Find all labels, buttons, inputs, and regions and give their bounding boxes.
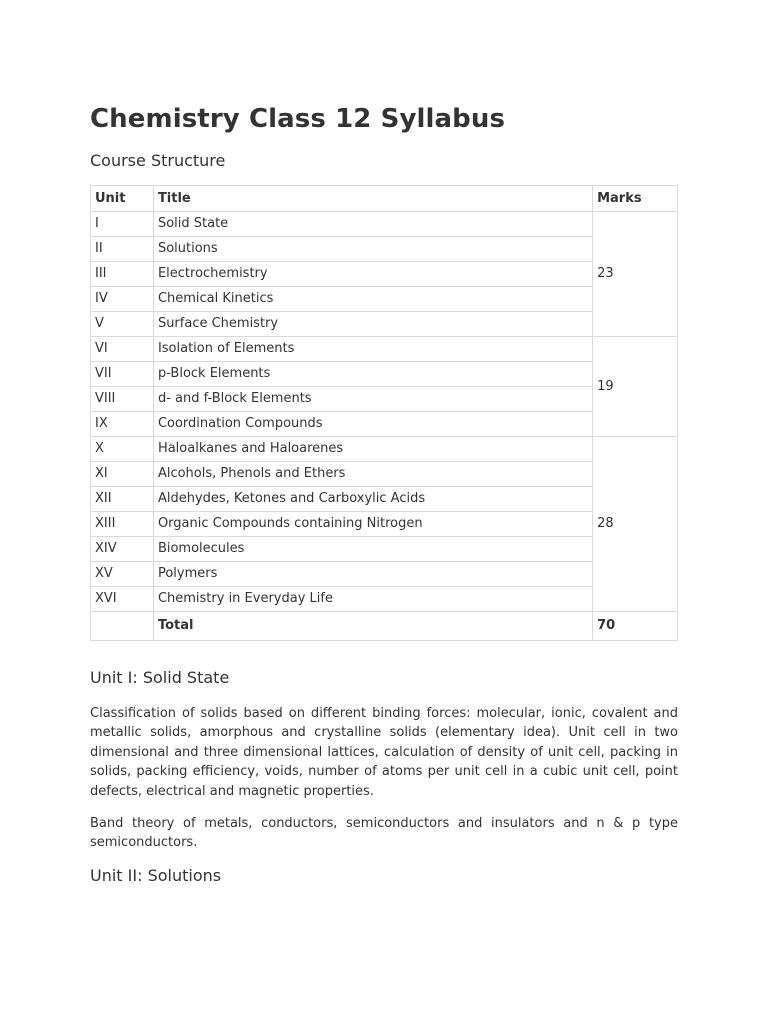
title-cell: Surface Chemistry [153, 312, 592, 337]
total-label: Total [153, 612, 592, 641]
unit-1-paragraph-1: Classification of solids based on different binding forces: molecular, ionic, covalent and metallic solids, amorphous and crystalline solids (elementary idea). Unit cell in two dimensional and three dimensional lattices, calculation of density of unit cell, packing in solids, packing efficiency, voids, number of atoms per unit cell in a cubic unit cell, point defects, electrical and magnetic properties. [90, 706, 678, 799]
unit-cell: XVI [91, 587, 154, 612]
table-row [91, 287, 678, 312]
title-cell: Biomolecules [153, 537, 592, 562]
unit-cell: X [91, 437, 154, 462]
table-row [91, 237, 678, 262]
total-row [91, 612, 678, 641]
title-cell: Solid State [153, 212, 592, 237]
table-row [91, 312, 678, 337]
table-row [91, 512, 678, 537]
title-cell: Alcohols, Phenols and Ethers [153, 462, 592, 487]
unit-2-heading: Unit II: Solutions [90, 866, 222, 885]
unit-cell: II [91, 237, 154, 262]
title-cell: Aldehydes, Ketones and Carboxylic Acids [153, 487, 592, 512]
header-marks: Marks [593, 186, 678, 212]
title-cell: Chemical Kinetics [153, 287, 592, 312]
unit-cell: VII [91, 362, 154, 387]
marks-cell-group-3: 28 [593, 437, 678, 612]
unit-cell: XV [91, 562, 154, 587]
title-cell: Haloalkanes and Haloarenes [153, 437, 592, 462]
total-unit-cell [91, 612, 154, 641]
title-cell: Solutions [153, 237, 592, 262]
header-unit: Unit [91, 186, 154, 212]
title-cell: Chemistry in Everyday Life [153, 587, 592, 612]
header-title: Title [153, 186, 592, 212]
unit-cell: IX [91, 412, 154, 437]
table-row [91, 362, 678, 387]
total-marks: 70 [593, 612, 678, 641]
page-title: Chemistry Class 12 Syllabus [90, 104, 506, 134]
unit-cell: IV [91, 287, 154, 312]
unit-cell: V [91, 312, 154, 337]
title-cell: Electrochemistry [153, 262, 592, 287]
table-row [91, 387, 678, 412]
table-row [91, 462, 678, 487]
unit-cell: XI [91, 462, 154, 487]
unit-1-heading: Unit I: Solid State [90, 668, 230, 687]
table-row [91, 437, 678, 462]
table-row [91, 587, 678, 612]
unit-cell: XII [91, 487, 154, 512]
unit-cell: VI [91, 337, 154, 362]
course-structure-heading: Course Structure [90, 151, 226, 170]
unit-1-paragraph-2: Band theory of metals, conductors, semiconductors and insulators and n & p type semiconductors. [90, 816, 678, 851]
table-row [91, 537, 678, 562]
title-cell: Organic Compounds containing Nitrogen [153, 512, 592, 537]
syllabus-table [90, 185, 678, 641]
table-row [91, 562, 678, 587]
title-cell: Polymers [153, 562, 592, 587]
title-cell: Isolation of Elements [153, 337, 592, 362]
unit-cell: XIII [91, 512, 154, 537]
unit-cell: VIII [91, 387, 154, 412]
unit-cell: III [91, 262, 154, 287]
table-row [91, 262, 678, 287]
title-cell: p-Block Elements [153, 362, 592, 387]
title-cell: d- and f-Block Elements [153, 387, 592, 412]
table-row [91, 337, 678, 362]
table-row [91, 212, 678, 237]
marks-cell-group-1: 23 [593, 212, 678, 337]
table-header-row [91, 186, 678, 212]
unit-cell: I [91, 212, 154, 237]
table-row [91, 412, 678, 437]
marks-cell-group-2: 19 [593, 337, 678, 437]
unit-cell: XIV [91, 537, 154, 562]
title-cell: Coordination Compounds [153, 412, 592, 437]
table-row [91, 487, 678, 512]
